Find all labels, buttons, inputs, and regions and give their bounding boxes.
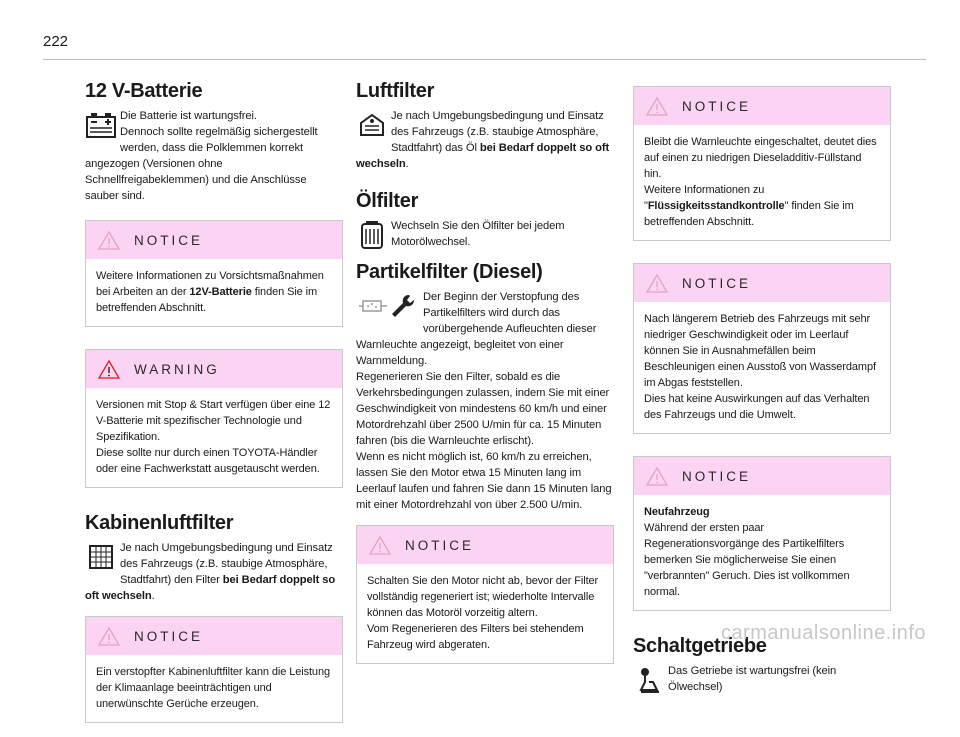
cabin-filter-heading: Kabinenluftfilter bbox=[85, 512, 234, 534]
notice-header bbox=[634, 264, 890, 302]
notice-header bbox=[634, 87, 890, 125]
particle-filter-warning-icon bbox=[359, 295, 389, 317]
notice-body: Nach längerem Betrieb des Fahrzeugs mit sehr niedriger Geschwindigkeit oder im Leerlauf können Sie in Ausnahmefällen beim Beschleunigen einen Ausstoß von Wasserdampf im Abgas feststellen. Dies hat keine Auswirkungen auf das Verhalten des Fahrzeugs und die Umwelt. bbox=[644, 313, 876, 421]
caution-triangle-icon bbox=[369, 536, 391, 555]
cabin-filter-text: Je nach Umgebungsbedingung und Einsatz des Fahrzeugs (z.B. staubige Atmosphäre, Stadtfahrt) den Filter bei Bedarf doppelt so oft wechseln. bbox=[85, 542, 336, 602]
notice-header bbox=[86, 221, 342, 259]
caution-triangle-icon bbox=[646, 97, 668, 116]
warning-header bbox=[86, 350, 342, 388]
caution-triangle-icon bbox=[646, 467, 668, 486]
notice-header bbox=[357, 526, 613, 564]
oil-filter-section bbox=[356, 188, 614, 251]
notice-title: NOTICE bbox=[682, 275, 752, 291]
notice-title: NOTICE bbox=[682, 98, 752, 114]
cabin-notice-box bbox=[85, 616, 343, 723]
notice-header bbox=[86, 617, 342, 655]
battery-warning-box bbox=[85, 349, 343, 488]
notice-title: NOTICE bbox=[405, 537, 475, 553]
new-vehicle-notice-box bbox=[633, 456, 891, 611]
notice-title: NOTICE bbox=[134, 628, 204, 644]
notice-header bbox=[634, 457, 890, 495]
air-filter-text: Je nach Umgebungsbedingung und Einsatz des Fahrzeugs (z.B. staubige Atmosphäre, Stadtfahrt) das Öl bei Bedarf doppelt so oft wechseln. bbox=[356, 110, 610, 170]
notice-body: Bleibt die Warnleuchte eingeschaltet, deutet dies auf einen zu niedrigen Dieseladditiv-Füllstand hin. Weitere Informationen zu "Flüssigkeitsstandkontrolle" finden Sie im betreffenden Abschnitt. bbox=[644, 136, 877, 228]
wrench-icon bbox=[389, 292, 417, 320]
notice-title: NOTICE bbox=[682, 468, 752, 484]
caution-triangle-icon bbox=[646, 274, 668, 293]
oil-filter-icon bbox=[356, 219, 388, 251]
steam-notice-box bbox=[633, 263, 891, 434]
air-filter-icon bbox=[356, 109, 388, 141]
notice-body: Ein verstopfter Kabinenluftfilter kann die Leistung der Klimaanlage beeinträchtigen und unerwünschte Gerüche erzeugen. bbox=[96, 666, 330, 710]
notice-title: NOTICE bbox=[134, 232, 204, 248]
page-number: 222 bbox=[43, 33, 69, 50]
warning-title: WARNING bbox=[134, 361, 220, 377]
particle-filter-icons bbox=[356, 290, 420, 322]
particle-filter-text: Der Beginn der Verstopfung des Partikelfilters wird durch das vorübergehende Aufleuchten dieser Warnleuchte angezeigt, begleitet von einer Warnmeldung. Regenerieren Sie den Filter, sobald es die Verkehrsbedingungen zulassen, indem Sie mit einer Geschwindigkeit von mindestens 60 km/h und einer Motordrehzahl über 2500 U/min für ca. 15 Minuten fahren (bis die Warnleuchte erlischt). Wenn es nicht möglich ist, 60 km/h zu erreichen, lassen Sie den Motor etwa 15 Minuten lang im Leerlauf laufen und fahren Sie dann 15 Minuten lang mit einer Motordrehzahl von über 2.500 U/min. bbox=[356, 291, 612, 511]
notice-body: Schalten Sie den Motor nicht ab, bevor der Filter vollständig regeneriert ist; wiederholte Intervalle können das Motoröl vorzeitig altern. Vom Regenerieren des Filters bei stehendem Fahrzeug wird abgeraten. bbox=[367, 575, 599, 651]
column-1 bbox=[85, 78, 343, 737]
caution-triangle-icon bbox=[98, 627, 120, 646]
watermark: carmanualsonline.info bbox=[720, 622, 926, 644]
battery-icon bbox=[85, 109, 117, 141]
gearbox-heading: Schaltgetriebe bbox=[633, 635, 767, 657]
oil-filter-heading: Ölfilter bbox=[356, 190, 419, 212]
column-3 bbox=[633, 78, 891, 696]
warning-body: Versionen mit Stop & Start verfügen über eine 12 V-Batterie mit spezifischer Technologie und Spezifikation. Diese sollte nur durch einen TOYOTA-Händler oder eine Fachwerkstatt ausgetauscht werden. bbox=[96, 399, 331, 475]
notice-subtitle: Neufahrzeug bbox=[644, 506, 710, 518]
battery-section bbox=[85, 78, 343, 204]
battery-text: Die Batterie ist wartungsfrei. Dennoch sollte regelmäßig sichergestellt werden, dass die Polklemmen korrekt angezogen (Versionen ohne Schnellfreigabeklemmen) und die Anschlüsse sauber sind. bbox=[85, 110, 318, 202]
warning-triangle-icon bbox=[98, 360, 120, 379]
caution-triangle-icon bbox=[98, 231, 120, 250]
particle-filter-heading: Partikelfilter (Diesel) bbox=[356, 261, 543, 283]
column-2 bbox=[356, 78, 614, 678]
gearbox-icon bbox=[633, 664, 665, 696]
battery-notice-box bbox=[85, 220, 343, 327]
battery-heading: 12 V-Batterie bbox=[85, 80, 203, 102]
additive-notice-box bbox=[633, 86, 891, 241]
cabin-filter-section bbox=[85, 510, 343, 604]
notice-body: Neufahrzeug Während der ersten paar Regenerationsvorgänge des Partikelfilters bemerken Sie möglicherweise Sie einen "verbrannten" Geruch. Dies ist vollkommen normal. bbox=[644, 506, 850, 598]
header-rule bbox=[43, 59, 926, 60]
particle-filter-section bbox=[356, 259, 614, 513]
notice-body: Weitere Informationen zu Vorsichtsmaßnahmen bei Arbeiten an der 12V-Batterie finden Sie im betreffenden Abschnitt. bbox=[96, 270, 324, 314]
air-filter-heading: Luftfilter bbox=[356, 80, 435, 102]
cabin-filter-icon bbox=[85, 541, 117, 573]
oil-filter-text: Wechseln Sie den Ölfilter bei jedem Motorölwechsel. bbox=[391, 220, 565, 248]
air-filter-section bbox=[356, 78, 614, 172]
regeneration-notice-box bbox=[356, 525, 614, 664]
gearbox-text: Das Getriebe ist wartungsfrei (kein Ölwechsel) bbox=[668, 665, 837, 693]
